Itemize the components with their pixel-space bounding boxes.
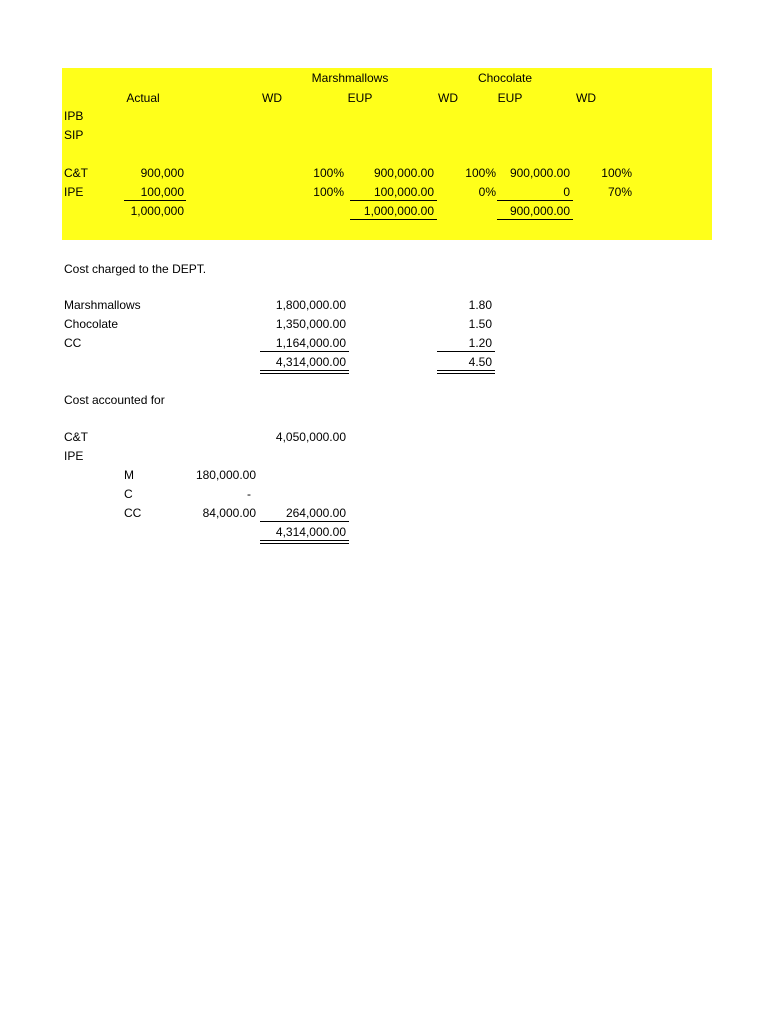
unit-sum-line — [437, 351, 495, 352]
row-label-ipb: IPB — [64, 109, 84, 123]
total-eup-chocolate: 900,000.00 — [509, 204, 570, 218]
ct-wd-marshmallows: 100% — [465, 166, 496, 180]
col-header-actual: Actual — [126, 91, 160, 105]
cost-charged-unit: 1.80 — [468, 298, 492, 312]
total-underline-marshmallows — [350, 219, 437, 220]
total-underline-chocolate — [497, 219, 573, 220]
ct-actual: 900,000 — [140, 166, 184, 180]
cost-accounted-ct-label: C&T — [64, 430, 88, 444]
cost-charged-label: Chocolate — [64, 317, 119, 331]
ct-wd-chocolate: 100% — [601, 166, 632, 180]
row-label-ct: C&T — [64, 166, 88, 180]
group-header-marshmallows: Marshmallows — [311, 71, 389, 85]
ipe-wd-marshmallows: 0% — [478, 185, 496, 199]
cost-charged-label: Marshmallows — [64, 298, 141, 312]
ipe-wd: 100% — [313, 185, 344, 199]
underline-actual — [124, 200, 186, 201]
unit-cost-total: 4.50 — [468, 355, 492, 369]
ipe-item-label: M — [124, 468, 134, 482]
cost-charged-title: Cost charged to the DEPT. — [64, 262, 207, 276]
ipe-actual: 100,000 — [140, 185, 184, 199]
cost-charged-unit: 1.20 — [468, 336, 492, 350]
ipe-wd-chocolate: 70% — [607, 185, 632, 199]
cost-charged-total: 4,314,000.00 — [275, 355, 346, 369]
ipe-item-amount: 84,000.00 — [202, 506, 256, 520]
cost-charged-amount: 1,164,000.00 — [275, 336, 346, 350]
ct-eup-chocolate: 900,000.00 — [509, 166, 570, 180]
cost-accounted-title: Cost accounted for — [64, 393, 165, 407]
underline-eup-marshmallows — [350, 200, 437, 201]
ipe-eup-chocolate: 0 — [563, 185, 570, 199]
ct-wd: 100% — [313, 166, 344, 180]
col-header-eup-marshmallows: EUP — [347, 91, 373, 105]
ipe-item-label: CC — [124, 506, 142, 520]
total-eup-marshmallows: 1,000,000.00 — [363, 204, 434, 218]
ipe-eup-marshmallows: 100,000.00 — [373, 185, 434, 199]
ipe-subtotal: 264,000.00 — [285, 506, 346, 520]
row-label-sip: SIP — [64, 128, 84, 142]
col-header-wd-chocolate: WD — [576, 91, 596, 105]
unit-double-underline — [437, 370, 495, 374]
cost-charged-amount: 1,350,000.00 — [275, 317, 346, 331]
ipe-item-label: C — [124, 487, 133, 501]
total-actual: 1,000,000 — [130, 204, 184, 218]
cost-accounted-ct-amount: 4,050,000.00 — [275, 430, 346, 444]
col-header-eup-chocolate: EUP — [497, 91, 523, 105]
cost-charged-double-underline — [260, 370, 349, 374]
ipe-item-amount: - — [247, 487, 251, 501]
cost-accounted-sum-line — [260, 521, 349, 522]
cost-accounted-total: 4,314,000.00 — [275, 525, 346, 539]
cost-charged-unit: 1.50 — [468, 317, 492, 331]
cost-accounted-double-underline — [260, 540, 349, 544]
underline-eup-chocolate — [497, 200, 573, 201]
cost-charged-amount: 1,800,000.00 — [275, 298, 346, 312]
row-label-ipe: IPE — [64, 185, 84, 199]
cost-accounted-ipe-label: IPE — [64, 449, 84, 463]
cost-charged-label: CC — [64, 336, 82, 350]
ct-eup-marshmallows: 900,000.00 — [373, 166, 434, 180]
ipe-item-amount: 180,000.00 — [195, 468, 256, 482]
col-header-wd-marshmallows: WD — [438, 91, 458, 105]
col-header-wd: WD — [262, 91, 282, 105]
cost-charged-sum-line — [260, 351, 349, 352]
group-header-chocolate: Chocolate — [477, 71, 533, 85]
